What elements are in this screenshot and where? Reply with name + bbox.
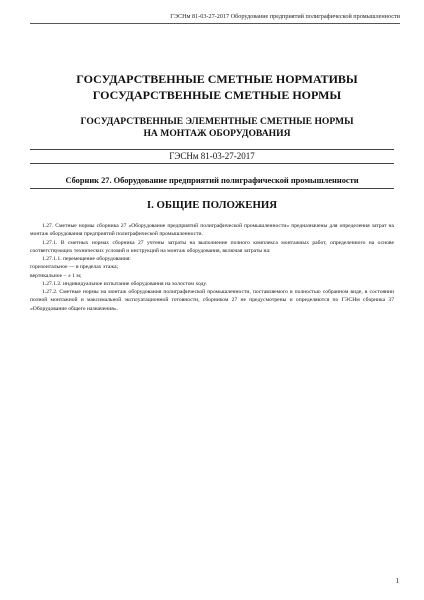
- paragraph-vertical: вертикальное – ± 1 м;: [30, 272, 82, 279]
- collection-title: Сборник 27. Оборудование предприятий полиграфической промышленности: [65, 176, 359, 185]
- section-title: I. ОБЩИЕ ПОЛОЖЕНИЯ: [146, 199, 278, 211]
- paragraph-1-27-1: 1.27.1. В сметных нормах сборника 27 учтены затраты на выполнение полного комплекса монтажных работ, определенного на основе соответствующих технических условий и инструкций на монтаж оборудования, включая затраты на:: [30, 239, 394, 254]
- header-rule: [30, 23, 400, 24]
- paragraph-1-27-1-1: 1.27.1.1. перемещение оборудования:: [42, 256, 131, 262]
- running-header: ГЭСНм 81-03-27-2017 Оборудование предприятий полиграфической промышленности: [170, 13, 400, 20]
- paragraph-horizontal: горизонтальное — в пределах этажа;: [30, 264, 119, 271]
- page-number: 1: [395, 577, 399, 585]
- paragraph-1-27: 1.27. Сметные нормы сборника 27 «Оборудование предприятий полиграфической промышленности» предназначены для определения затрат на монтаж оборудования предприятий полиграфической промышленности.: [30, 223, 394, 238]
- subtitle-line-2: НА МОНТАЖ ОБОРУДОВАНИЯ: [143, 128, 291, 139]
- body-text: [30, 222, 394, 313]
- paragraph-1-27-2: 1.27.2. Сметные нормы на монтаж оборудования полиграфической промышленности, поставляемого в полностью собранном виде, в состоянии полной монтажной и максимальной эксплуатационной готовности, сборником 27 не предусмотрены и определяются по ГЭСНм сборника 37 «Оборудование общего назначения».: [30, 289, 394, 312]
- code-rule-top: [30, 149, 394, 150]
- code-rule-bottom: [30, 163, 394, 164]
- collection-rule: [30, 188, 394, 189]
- title-line-2: ГОСУДАРСТВЕННЫЕ СМЕТНЫЕ НОРМЫ: [92, 88, 342, 102]
- document-code: ГЭСНм 81-03-27-2017: [169, 151, 255, 161]
- subtitle-line-1: ГОСУДАРСТВЕННЫЕ ЭЛЕМЕНТНЫЕ СМЕТНЫЕ НОРМЫ: [80, 116, 354, 127]
- title-line-1: ГОСУДАРСТВЕННЫЕ СМЕТНЫЕ НОРМАТИВЫ: [76, 72, 358, 86]
- paragraph-1-27-1-2: 1.27.1.2. индивидуальное испытание оборудования на холостом ходу.: [42, 280, 208, 287]
